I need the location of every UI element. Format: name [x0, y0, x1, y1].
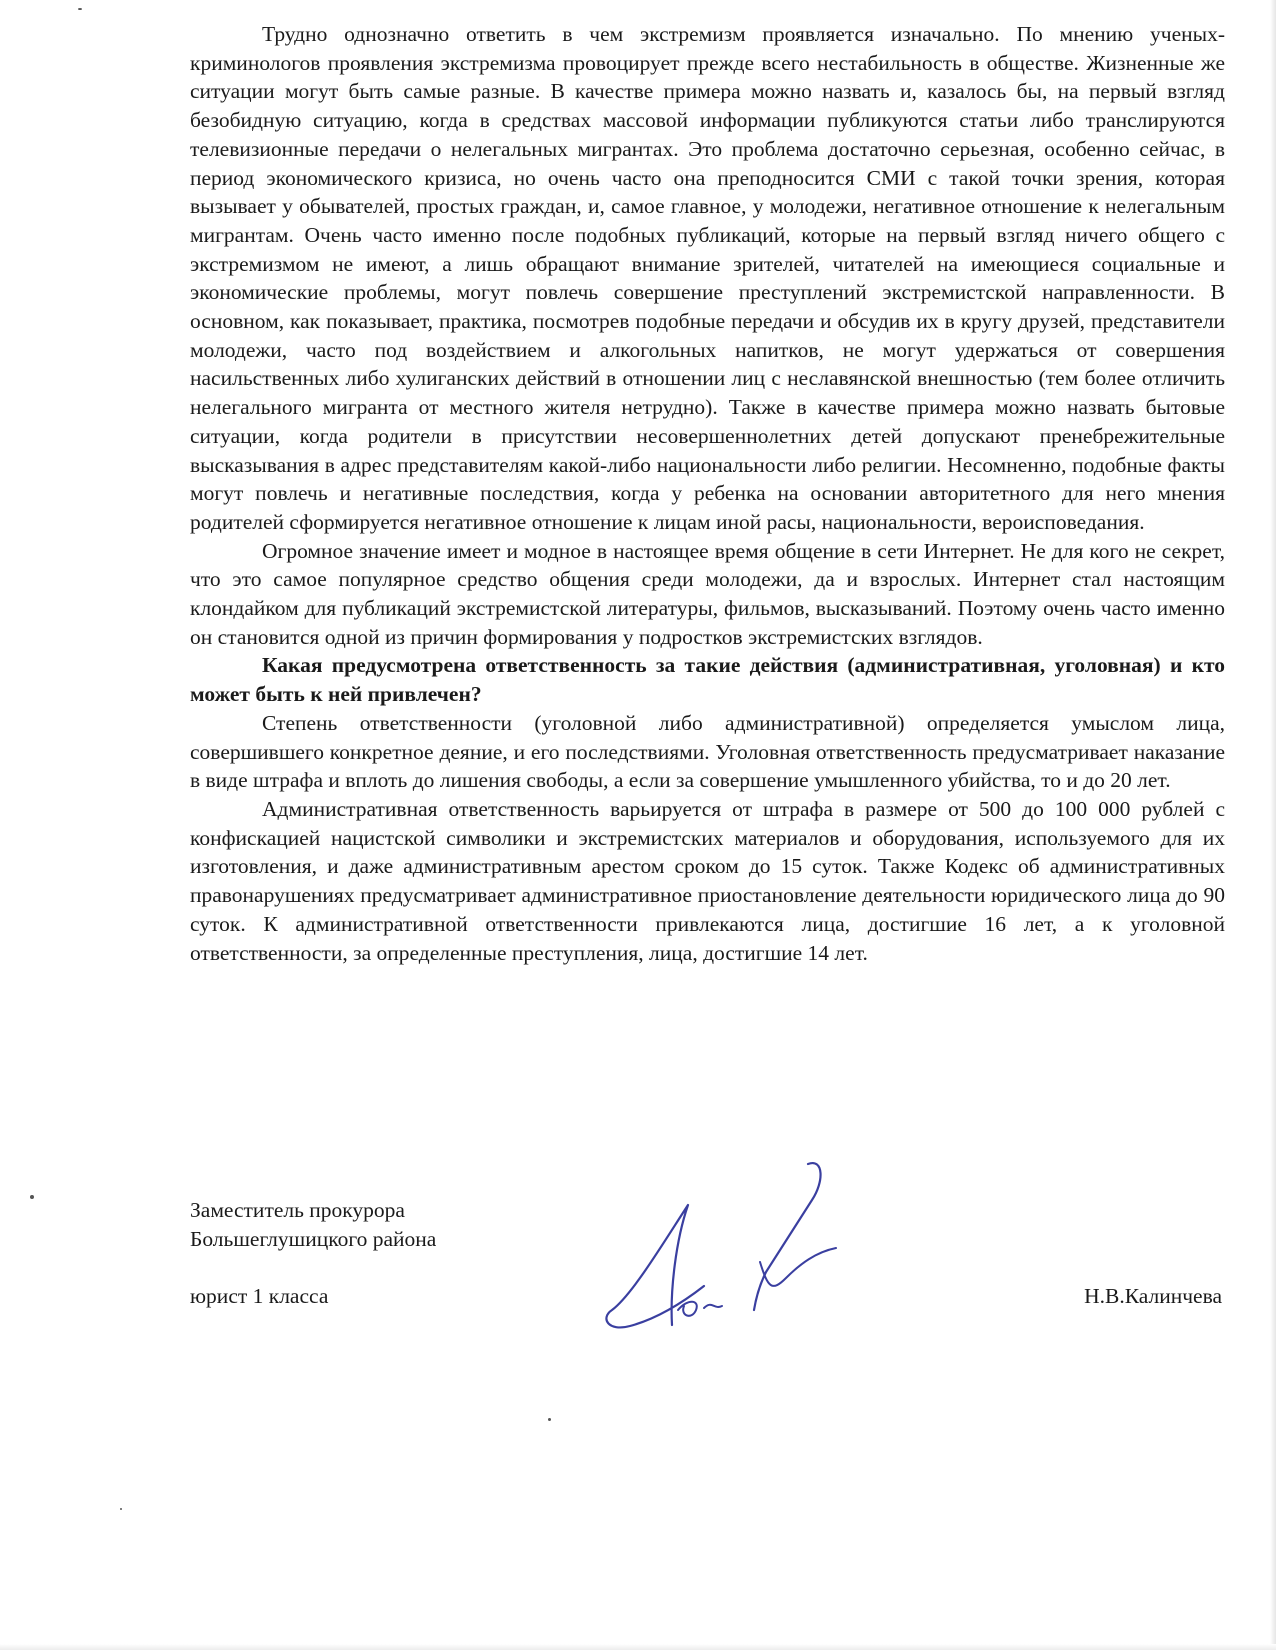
signer-rank: юрист 1 класса — [190, 1284, 329, 1308]
question-heading: Какая предусмотрена ответственность за такие действия (административная, уголовная) и кто может быть к ней привлечен? — [190, 653, 1225, 707]
scan-speck — [30, 1195, 34, 1199]
signer-position — [190, 1196, 436, 1253]
handwritten-signature — [600, 1160, 900, 1340]
document-body — [190, 20, 1225, 967]
scan-speck — [120, 1508, 122, 1510]
scan-bottom-edge — [0, 1644, 1276, 1650]
paragraph-3: Степень ответственности (уголовной либо административной) определяется умыслом лица, совершившего конкретное деяние, и его последствиями. Уголовная ответственность предусматривает наказание в виде штрафа и вплоть до лишения свободы, а если за совершение умышленного убийства, то и до 20 лет. — [190, 710, 1225, 793]
scan-speck — [548, 1418, 551, 1421]
paragraph-2: Огромное значение имеет и модное в настоящее время общение в сети Интернет. Не для кого не секрет, что это самое популярное средство общения среди молодежи, да и взрослых. Интернет стал настоящим клондайком для публикаций экстремистской литературы, фильмов, высказываний. Поэтому очень часто именно он становится одной из причин формирования у подростков экстремистских взглядов. — [190, 538, 1225, 649]
scan-speck — [78, 8, 82, 10]
scan-right-edge — [1270, 0, 1276, 1650]
signer-position-line-2: Большеглушицкого района — [190, 1226, 437, 1251]
paragraph-4: Административная ответственность варьируется от штрафа в размере от 500 до 100 000 рублей с конфискацией нацистской символики и экстремистских материалов и оборудования, используемого для их изготовления, и даже административным арестом сроком до 15 суток. Также Кодекс об административных правонарушениях предусматривает административное приостановление деятельности юридического лица до 90 суток. К административной ответственности привлекаются лица, достигшие 16 лет, а к уголовной ответственности, за определенные преступления, лица, достигшие 14 лет. — [190, 796, 1225, 965]
signer-position-line-1: Заместитель прокурора — [190, 1198, 405, 1222]
paragraph-1: Трудно однозначно ответить в чем экстремизм проявляется изначально. По мнению ученых-криминологов проявления экстремизма провоцирует прежде всего нестабильность в обществе. Жизненные же ситуации могут быть самые разные. В качестве примера можно назвать и, казалось бы, на первый взгляд безобидную ситуацию, когда в средствах массовой информации публикуются статьи либо транслируются телевизионные передачи о нелегальных мигрантах. Это проблема достаточно серьезная, особенно сейчас, в период экономического кризиса, но очень часто она преподносится СМИ с такой точки зрения, которая вызывает у обывателей, простых граждан, и, самое главное, у молодежи, негативное отношение к нелегальным мигрантам. Очень часто именно после подобных публикаций, которые на первый взгляд ничего общего с экстремизмом не имеют, а лишь обращают внимание зрителей, читателей на имеющиеся социальные и экономические проблемы, могут повлечь совершение преступлений экстремистской направленности. В основном, как показывает, практика, посмотрев подобные передачи и обсудив их в кругу друзей, представители молодежи, часто под воздействием и алкогольных напитков, не могут удержаться от совершения насильственных либо хулиганских действий в отношении лиц с неславянской внешностью (тем более отличить нелегального мигранта от местного жителя нетрудно). Также в качестве примера можно назвать бытовые ситуации, когда родители в присутствии несовершеннолетних детей допускают пренебрежительные высказывания в адрес представителям какой-либо национальности либо религии. Несомненно, подобные факты могут повлечь и негативные последствия, когда у ребенка на основании авторитетного для него мнения родителей сформируется негативное отношение к лицам иной расы, национальности, вероисповедания. — [190, 22, 1225, 534]
signer-name: Н.В.Калинчева — [1084, 1284, 1222, 1308]
